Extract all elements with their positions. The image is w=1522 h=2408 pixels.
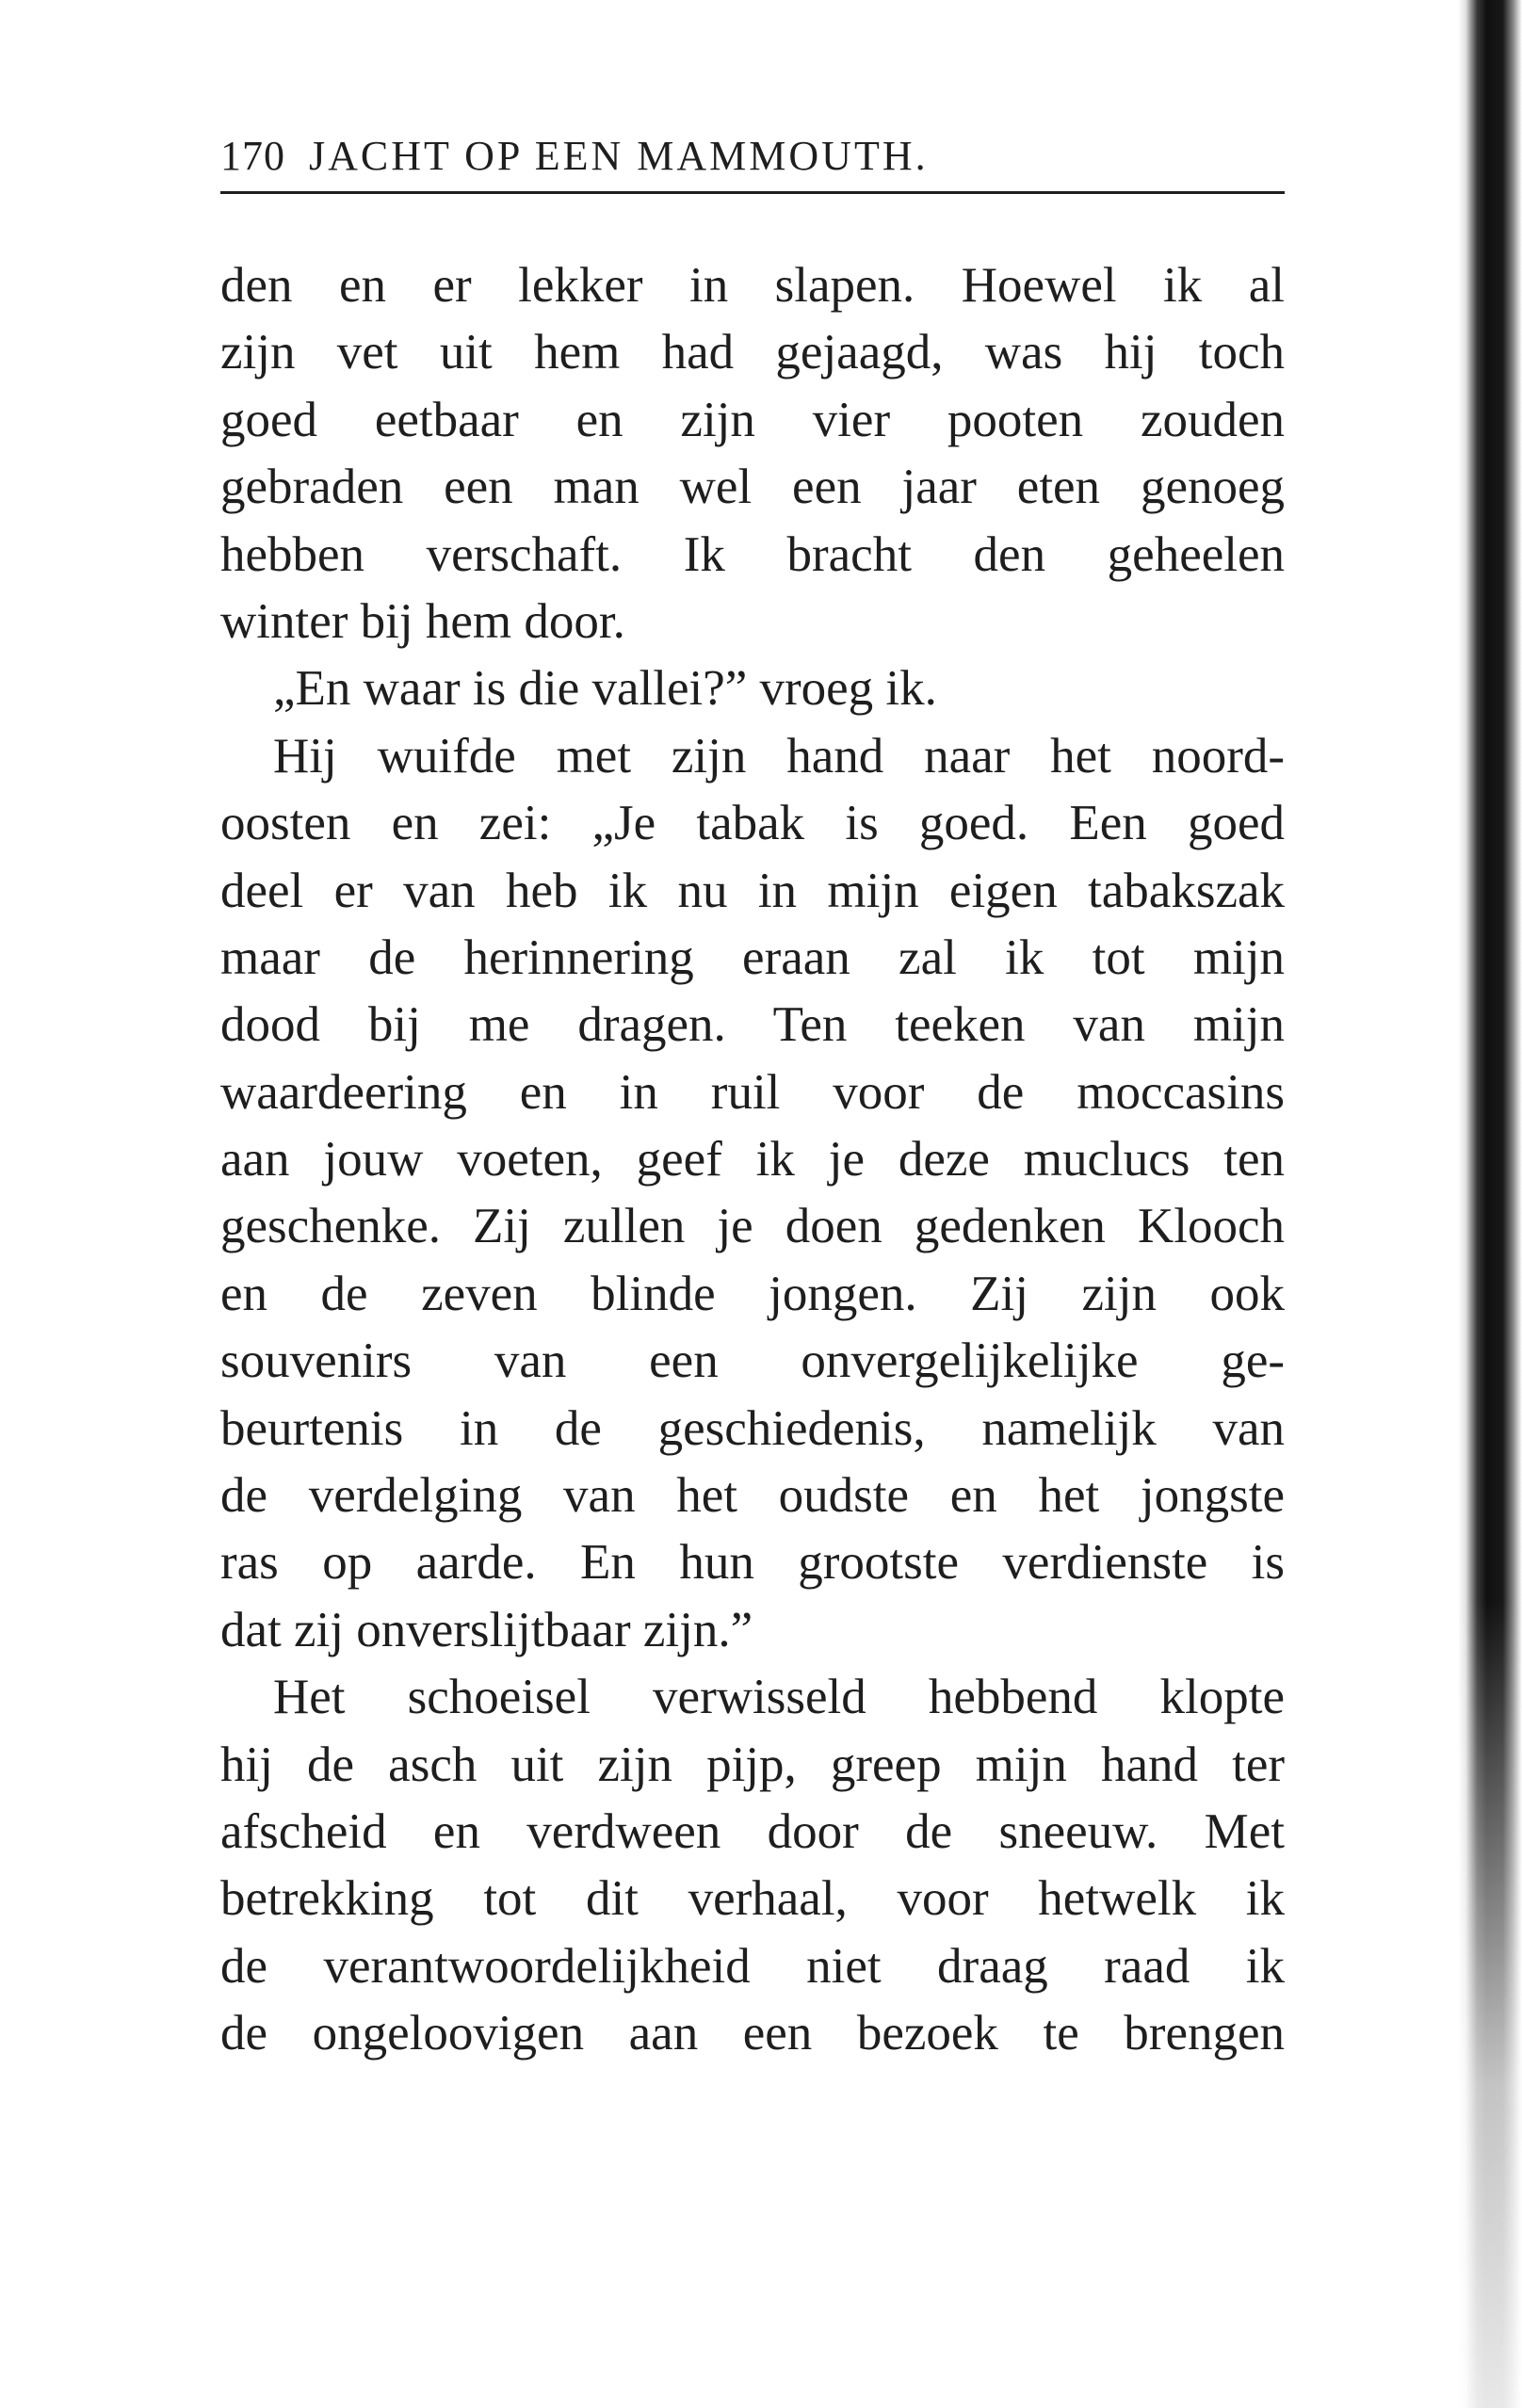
- text-line: hebben verschaft. Ik bracht den geheelen: [220, 526, 1285, 582]
- running-title: JACHT OP EEN MAMMOUTH.: [309, 133, 929, 179]
- text-line: oosten en zei: „Je tabak is goed. Een goed: [220, 796, 1285, 851]
- text-line: den en er lekker in slapen. Hoewel ik al: [220, 258, 1285, 313]
- header-rule: [220, 191, 1285, 194]
- text-line: gebraden een man wel een jaar eten genoeg: [220, 460, 1285, 515]
- text-line: winter bij hem door.: [220, 593, 625, 649]
- text-line: aan jouw voeten, geef ik je deze muclucs ten: [220, 1132, 1285, 1188]
- text-line: „En waar is die vallei?” vroeg ik.: [273, 661, 937, 717]
- text-line: Hij wuifde met zijn hand naar het noord-: [273, 728, 1285, 784]
- text-line: zijn vet uit hem had gejaagd, was hij toch: [220, 325, 1285, 380]
- text-line: de ongeloovigen aan een bezoek te brengen: [220, 2006, 1285, 2061]
- text-line: geschenke. Zij zullen je doen gedenken Klooch: [220, 1199, 1285, 1254]
- text-line: Het schoeisel verwisseld hebbend klopte: [273, 1670, 1285, 1725]
- running-header: [220, 121, 1285, 192]
- text-line: ras op aarde. En hun grootste verdienste is: [220, 1535, 1285, 1591]
- body-text: [220, 252, 1285, 2068]
- text-line: beurtenis in de geschiedenis, namelijk van: [220, 1400, 1285, 1456]
- text-line: de verdelging van het oudste en het jongste: [220, 1468, 1285, 1524]
- text-line: hij de asch uit zijn pijp, greep mijn hand ter: [220, 1737, 1285, 1792]
- text-line: goed eetbaar en zijn vier pooten zouden: [220, 392, 1285, 447]
- text-line: afscheid en verdween door de sneeuw. Met: [220, 1803, 1285, 1859]
- text-line: maar de herinnering eraan zal ik tot mijn: [220, 929, 1285, 985]
- text-line: dood bij me dragen. Ten teeken van mijn: [220, 997, 1285, 1053]
- text-line: de verantwoordelijkheid niet draag raad ik: [220, 1938, 1285, 1994]
- text-line: dat zij onverslijtbaar zijn.”: [220, 1602, 753, 1657]
- text-line: deel er van heb ik nu in mijn eigen tabakszak: [220, 863, 1285, 918]
- page-number: 170: [220, 133, 285, 179]
- page-spine-fade: [1458, 1601, 1522, 2408]
- text-line: souvenirs van een onvergelijkelijke ge-: [220, 1333, 1285, 1389]
- text-line: betrekking tot dit verhaal, voor hetwelk ik: [220, 1871, 1285, 1927]
- text-line: waardeering en in ruil voor de moccasins: [220, 1064, 1285, 1120]
- text-line: en de zeven blinde jongen. Zij zijn ook: [220, 1266, 1285, 1321]
